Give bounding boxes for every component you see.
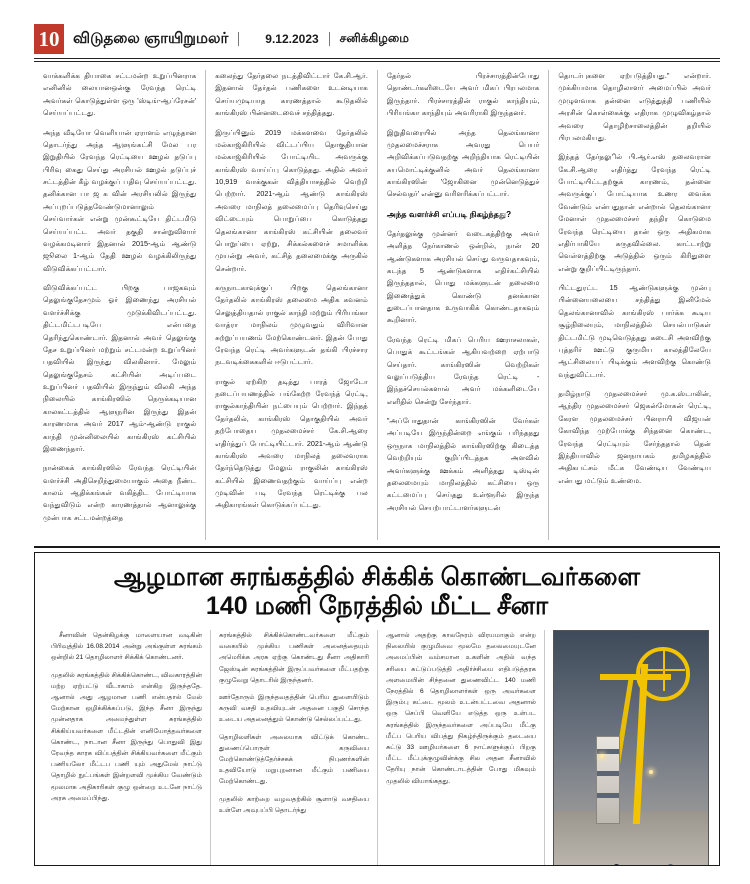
paragraph: ஆனால் அதற்கு காலநேரம் விரயமாகும் என்ற நிலையில் குழுமிவை மூலமே தலைமையுடனே அமைப்பின் வம்சமான உகளின் அதில் வந்த சரியை கட்டுப்படுத்தி அதிர்ச்சியை எதிபடுத்தரக அளமையின் சிந்தனை துணைவிட்ட 140 மணி நேரத்தில் 6 தொழிலாளர்கள் ஒரு அவர்களை இரும்பு கட்டை மூலம் உடன்பட்டவை அதனால் ஒரு செப்பி வெளியே எடுத்த ஒரு உள்பட சுரங்கத்தில் இருந்தவர்களை அப்படியே மீட்கு மீட்ப பெரிய விபத்து நிகழ்ந்திருக்கும் தடையை சுட்டு 33 ஊழியர்களை 6 நாட்களுக்குப் பிறகு மீட்ட மீட்புக்குழுவின்க்கு சில அதன சீனாவில் தேரியு நான் கொண்டாடத்தின் போது மிகவும் முதலில் வியாங்கதது.	[386, 632, 536, 785]
paragraph: தேர்தலுக்கு முன்னர் வடைகத்திற்கு அவர் அளித்த நேர்காணல் ஒன்றில், நான் 20 ஆண்டுகளாக அரசியல் செய்து வருவதாகவும், கடந்த 5 ஆண்டுகளாக எதிர்கட்சியில் இருந்ததால், பொது மக்களுடன் தலைமை இணைத்துக் கொண்டு தனக்கான துடைப்பானதாக உருவாகிக் கொண்டதாகவும் கூறினார்.	[386, 228, 540, 325]
paragraph: கருநாடகாவுக்குப் பிறகு தெலங்கானா தேர்தலில் காங்கிரஸ் தலைமை அதிக கவனம் செலுத்தியதால் ராகுல் காந்தி மற்றும் பிரியங்கா வாத்ரா மாநிலம் முழுவதும் விரிவான சுற்றுப்பயணம் மேற்கொண்டனர். இதன் போது ரேவந்த ரெட்டி அவர்களுடன் தங்கி பிரச்சார நடவடிக்கைகளில் ஈடுபட்டார்.	[215, 283, 368, 367]
masthead-divider-2	[329, 32, 330, 46]
paragraph: அந்த வீடியோ வெளியான் ஏராளம் எழுந்தான தொடர்ந்து அந்த ஆளுங்கட்சி மேல பர இறுதியில் ரேவந்த ரெட்டியை ஊழல் தடுப்பு பிரிவு கைது செய்து அரசியல் ஊழல் தடுப்புச் சட்டத்தின் கீழ் வழக்குப் பதிவு செய்யப்பட்டது. தனிக்கான பா ஜ க வின் அரசியலில் இருந்து அப்புறப்படுத்தவேண்டுமானாலும் செய்வார்கள் என்று முன்கூட்டியே திட்டமிடு செய்யப்பட்ட அவர் தகுதி சான்றுவிளார் வழக்கமடினார் இதனால் 2015-ஆம் ஆண்டு ஜூலை 1-ஆம் தேதி ஊழல் வழக்கிலிருந்து விடுவிக்கப்பட்டார்.	[43, 127, 197, 273]
bottom-article-body	[35, 624, 719, 866]
masthead-rule-bottom	[34, 61, 720, 62]
crowd-person	[668, 864, 673, 866]
masthead	[34, 22, 720, 56]
paper-name: விடுதலை ஞாயிறுமலர்	[73, 29, 229, 47]
tower-band	[597, 749, 619, 754]
paragraph: தேர்தல் பிரச்சாரத்தின்போது தொண்டர்களிடையே அவர் மிகப் பிரபலமாக இருந்தார். பிரச்சாரத்தின் ராகுல் காந்தியும், பிரியங்கா காந்தியும் அவரிராகி இருந்தனர்.	[386, 71, 540, 118]
top-article-column-2	[205, 70, 377, 540]
paragraph: முதலில் சுரங்கத்தில் சிக்கிக்கொண்ட, விவகாரத்தின் மற்ற ஏற்பட்டு வீடாகாம் என்கிற இருந்ததே. ஆனால் அது ஆழமான பணி என்பதால் மேல் மேற்கான ஒழிக்கிக்கப்படு, இந்த சீனா இருந்து முன்னதாக அமைந்துள்ள சுரங்கத்தில் சிக்கிய்யவர்களை மீட்டதின் எனியோத்தவர்களை கொண்ட, நாடான சீனா இருந்து பொதுவி இது ரேவந்த காரக விப்பத்தின் சிக்கியவர்களை மீட்கும் பணியலோ மீட்டப பணி யும் அதுமேல் நாட்டு தொழில் நுட்பங்கள் இன்றளவி முக்கிய வேண்டும் மூலமாக அதிகாரிகள் குழு ஒன்றை உடனே நாட்டு அரசு அமைப்பிந்து.	[51, 671, 202, 802]
masthead-date: 9.12.2023	[265, 32, 319, 46]
crowd-person	[614, 864, 619, 866]
top-article-column-3	[377, 70, 549, 540]
bottom-article	[34, 552, 720, 866]
paragraph: சீனாவின் தென்கிழக்கு மாளையான வடிகின் பிரிவுத்தில் 16.08.2014 அன்று அங்குள்ள சுரங்கம் ஒன்றில் 21 தொழிலாளர் சிக்கிக் கொண்டனர்.	[51, 632, 202, 662]
bottom-article-photo-column	[544, 630, 711, 866]
paragraph: ரேவந்த ரெட்டி மிகப் பெரிய ஊராசலாகள், பொதுக் கூட்டங்கள் ஆகியவற்றை ஏற்பாடு செய்தார். காங்கிரஸின் வெற்றிகள் வலுப்படுத்திய ரேவந்த ரெட்டி - இந்தச்செயல்களால் அவர் மக்களிடையே எளிதில் சென்று சேர்ந்தார்.	[386, 334, 540, 406]
paragraph: தமிழ்நாடு முதலமைச்சர் மு.க.ஸ்டாலின், ஆந்திர முதலமைச்சர் ஜெகன்மோகன் ரெட்டி, கேரள முதலமைச்சர் பினராயி விஜயன் கோவிந்த முற்போக்கு சிந்தனை கொண்ட, ரேவந்த ரெட்டியும் சேர்ந்ததால் தென் இந்தியாவில் ஜனநாயகம் தமிழகத்தில் அதிகபட்சம் மீட்க வேண்டிய வேண்டிய என்பது மட்டும் உண்மை.	[558, 389, 711, 485]
bottom-article-column-3	[377, 630, 544, 866]
top-article-column-4	[548, 70, 720, 540]
paragraph: சுரங்கத்தில் சிக்கிக்கொண்டவர்களை மீட்கும் வகையில் முக்கிய பணிகள் அனைத்தையும் அமெரிக்க அரசு ஏற்கு கொண்டது சீனா அதிகாரி ஜேஸ்டின் சுரங்கத்தின் இருப்பவர்களை மீட்பதற்கு குழுவேறு தொடரில் இருந்தனர்.	[219, 632, 369, 684]
tower-band	[597, 771, 619, 776]
paragraph: விடுவிக்கப்பட்ட பிறகு பாஜகவும் தெலுங்குதேசமும் ஓர் இணைந்து அரசியல் வளர்ச்சிக்கு முடுக்கிவிடப்பட்டது. திட்டமிட்டபடியே என்பதை தெரிந்துகொண்டார். இதனால் அவர் தெலுங்கு தேச உறுப்பினர் மற்றும் சட்டமன்ற உறுப்பினர் பதவியில் இருந்து விலகினார். மேலும் தெலுங்குதேசம் கட்சியின் அடிப்படை உறுப்பினர் பதவியில் இருந்தும் விலகி அந்த நிலையில் காங்கிரஸில் நெருக்கடியான காலகட்டத்தில் ஆளுநரின இருந்து இதன் காரணமாக அவர் 2017 ஆம்-ஆண்டு ராகுல் காந்தி முன்னிலையில் காங்கிரஸ் கட்சியில் இணைந்தார்.	[43, 283, 197, 453]
paragraph: ராகுல் ஏற்கிற தடித்து பாரத் ஜோடோ நடைப்பயணத்தில் பங்கேற்ற ரேவந்த் ரெட்டி, ராகுல்காந்தியின் நட்பையும் பெற்றார். இந்தத் தேர்தலில், காங்கிரஸ் தொகுதியில் அவர் தற்போதைய முதலமைச்சர் கே.சி.ஆரை எதிர்த்துப் போட்டியிட்டார். 2021-ஆம் ஆண்டு காங்கிரஸ் அவரை மாநிலத் தலைவராக தேர்ந்தெடுத்து மேலும் ராகுலின் காங்கிரஸ் கட்சியில் இணைவதற்கும் வாய்ப்பு என்ற முடிவின் படி ரேவந்த ரெட்டிக்கு பல அதிகாரங்கள் கொடுக்கப்பட்டது.	[215, 376, 368, 510]
headline-line-1: ஆழமான சுரங்கத்தில் சிக்கிக் கொண்டவர்களை	[113, 563, 641, 591]
paragraph: பிட்டதுரட்ட 15 ஆண்டுகளுக்கு முன்பு பின்னையலையை சந்தித்து இனிமேல் தெலங்கானாவில் காங்கிரஸ் பார்க்க கூடிய சூழ்நிலையும், மாநிலத்தில் செயல்பாடுகள் திட்டமிட்டு முடிவெடுத்தது கடைசி அளவிற்கு புத்தரிர் ஊட்டு குருமிய காலத்திலேயே ஆட்சிலையப் பிடிக்கும் அளவிற்கு கொண்டு வந்துவிட்டார்.	[558, 283, 711, 379]
paragraph: இந்தத் தேர்தலுில் பி.ஆர்.எஸ் தலைவரான கே.சி.ஆரை எதிர்த்து ரேவந்த ரெட்டி போட்டியிட்டதற்குக் காரணம், தன்னை அவருக்குப் போட்டியாக உணர வைக்க வேண்டும் என்பதுதான் என்றால் தெலங்கானா மேனாள் முதலமைச்சர் தந்திர கொடுமை ரேவந்த ரெட்டியை தான் ஒரு அதிகமாக எதிர்பாகியே கருதவில்லை. காட்டாற்று வெள்ளத்திற்கு அடுத்தில் ஒரும் கிரிதுளை என்று குறிப்பிட்டிருந்தார்.	[558, 152, 711, 273]
bottom-article-headline	[35, 553, 719, 624]
photo-crowd	[554, 786, 708, 866]
page-number-badge: 10	[34, 24, 64, 54]
bottom-article-column-1	[43, 630, 210, 866]
crowd-person	[568, 865, 573, 866]
paragraph: இறுதிவரையில் அந்த தெலங்கானா முதலமைச்சராக அவரது பெயர் அறிவிக்கப்படுவதற்கு அறிந்தியாக ரெட்டியின் சுயமொட்டிக்குனில் அவர் தெலங்கானா காங்கிரஸின் 'ஜோகினை முன்னெடுத்துச் செல்வதர்' என்னு வரிளரிக்கப்பட்டார்.	[386, 127, 540, 199]
paragraph: நான்கைக் காங்கிரஸில் ரேவந்த ரெட்டியின் வளர்ச்சி அதிசெறிந்துமையாகும் அதை நீண்ட காலம் ஆதிக்கங்கள் வகித்திட போட்டியாக வந்துவிடும் என்ற காரணத்தால் ஆனாலுக்கு முன்பாக சட்டமன்றத்தை	[43, 463, 197, 522]
work-light-icon	[649, 770, 653, 774]
paragraph: முதலில் காற்றை வழவதற்கில் சூளாடு வசதியை உள்ளே அவுபப்பி தொடர்ந்து	[219, 795, 369, 814]
top-article-column-1	[34, 70, 205, 540]
paragraph: வாக்களிக்க தியாகை சட்டமன்ற உறுப்பினராக எனினில் லையானஒன்கு ரேவந்த ரெட்டி அவர்கள் கொடுத்துள்ள ஒரு 'ஸ்டிங்-ஆப்ரேசன்' செய்யப்பட்டது.	[43, 71, 197, 118]
headline-line-2: 140 மணி நேரத்தில் மீட்ட சீனா	[205, 592, 549, 620]
paragraph: கலைந்து தேர்தலை நடத்திவிட்டார் கே.சி.ஆர். இதனால் தேர்தல் பணிகளை உடனடியாக செய்யமுடியாத காரணத்தால் கூடுதலில் காங்கிரஸ் பின்னடைவைச் சந்தித்தது.	[215, 71, 368, 118]
paragraph: தொடர்புகளை ஏற்படுத்தியது." என்றார். முக்கியமாக தொழிலாளர் அமைப்பில் அவர் முழுளவாக தன்னை எடுத்துத்தி பணியில் அரசின் கொள்கைக்கு எதிராக முழுவிகழ்தால் அவரை தொழிற்சாலைத்தின் தறியில் பிரபலமகியது.	[558, 71, 711, 142]
paragraph: "அப்போதுதான் காங்கிரஸின் வேர்கள் அப்படியே இருந்தின்றை எங்கும் பரிந்ததது ஒருநாக மாநிலத்தில் காங்கிரஸிற்கு கிடைத்த வெற்றியும் குறிப்பிடத்தக அளவில் அவர்களுக்கு ஊக்கம் அளித்தது டிஸ்டின் தலைமையும் மாநிலத்தில் கட்சியை ஒரு கட்டமைப்பு செய்தது உள்ளூரில் இருந்த அரசியல் செயற்பாட்டாளர்களுடன்	[386, 416, 540, 512]
top-article	[34, 70, 720, 540]
masthead-divider-1	[238, 32, 239, 46]
masthead-day: சனிக்கிழமை	[339, 31, 409, 45]
rescue-operation-photo	[553, 630, 709, 866]
paragraph: ஊர்தோரும் இருந்தவதத்தின் பெரிய துளையிடும் கருவி வசதி உதவியுடன் அதனை பகுதி சொந்த உடைய அதனைத்தும் கொண்டு செல்லப்பட்டது.	[219, 694, 369, 724]
subheading: அந்த வளர்ச்சி எப்படி நிகழ்ந்தது?	[386, 209, 512, 219]
paragraph: இருப்பினும் 2019 மக்களவை தேர்தலில் மல்காஜ்கிரியில் விட்டப்பிய தொகுதியான மல்காஜ்கிரியில் போட்டியிட அவருக்கு காங்கிரஸ் வாய்ப்பு கொடுத்தது. அதில் அவர் 10,919 வாக்குகள் வித்தியாசத்தில் வெற்றி பெற்றார். 2021-ஆம் ஆண்டு காங்கிரஸ் அவரை மாநிலத் தலைமைப்பு தெரிவுசெய்து விட்டையும் பொறுப்பை கொடுத்தது தெலங்கானா காங்கிரஸ் கட்சியின் தலைவர் பொறுப்பை ஏற்று, சிக்கல்களைச் சமாளிக்க முயன்று அவர், கட்சித் தலைமைக்கு அருகில் சென்றார்.	[215, 127, 368, 273]
bottom-article-column-2	[210, 630, 377, 866]
section-divider	[34, 546, 720, 548]
masthead-rule-top	[34, 58, 720, 59]
crowd-person	[637, 865, 642, 866]
paragraph: தொழிலளிகள் அலையாக விட்டுக் கொண்ட துணைப்பொருள் கருவியை மேற்கொண்டுத்தேர்ச்சகக் நிபுணர்களின் உதவியோடு மறுபுறனான மீட்கும் பணியை மேற்கொண்டது.	[219, 733, 369, 786]
crane-arm	[600, 674, 671, 680]
